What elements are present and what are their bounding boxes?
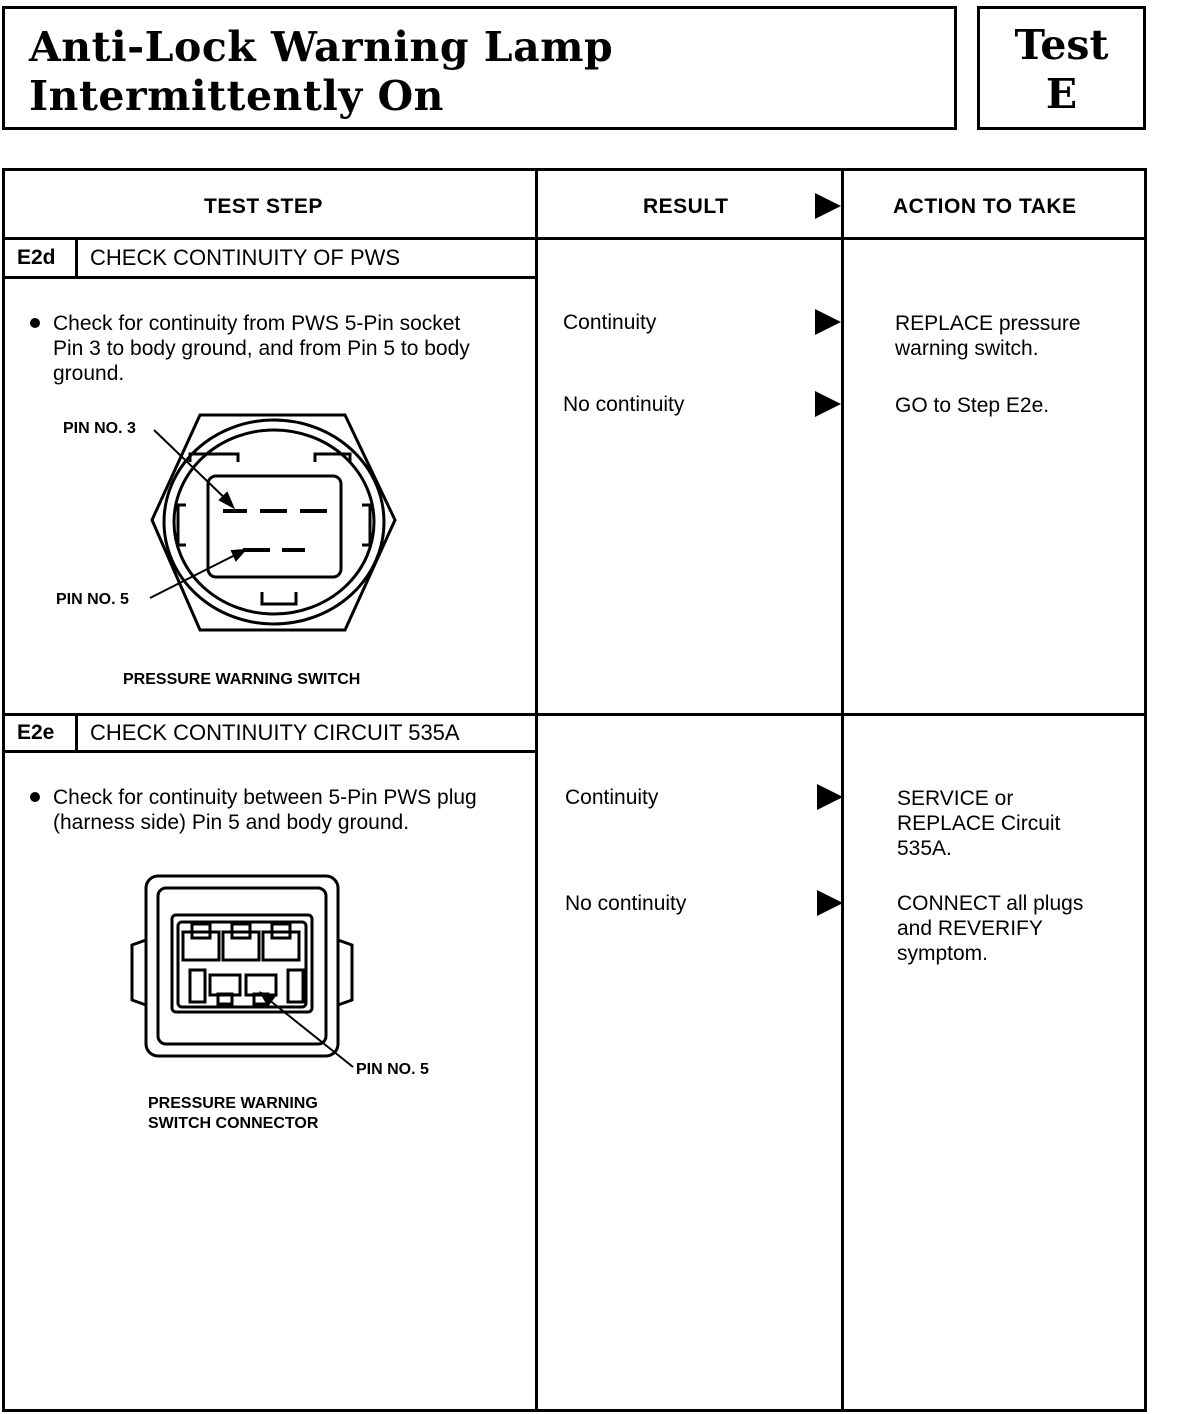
action-line: SERVICE or [897, 787, 1014, 810]
action-line: 535A. [897, 837, 952, 860]
instruction-line: Check for continuity from PWS 5-Pin socket [53, 312, 461, 335]
instruction-line: Pin 3 to body ground, and from Pin 5 to body [53, 337, 470, 360]
step-e2d-id: E2d [17, 246, 56, 269]
column-header-action: ACTION TO TAKE [893, 195, 1077, 218]
title-line-2: Intermittently On [29, 72, 444, 120]
test-letter: E [1045, 70, 1078, 118]
arrow-icon [817, 890, 843, 916]
instruction-line: ground. [53, 362, 125, 385]
result-no-continuity: No continuity [563, 393, 685, 416]
pin-3-label: PIN NO. 3 [63, 420, 136, 437]
instruction-line: (harness side) Pin 5 and body ground. [53, 811, 410, 834]
action-connect-plugs [897, 891, 1083, 966]
action-line: REPLACE pressure [895, 312, 1081, 335]
result-no-continuity: No continuity [565, 892, 687, 915]
step-e2e-title: CHECK CONTINUITY CIRCUIT 535A [90, 720, 460, 745]
result-continuity: Continuity [565, 786, 659, 809]
action-line: symptom. [897, 942, 989, 965]
action-line: REPLACE Circuit [897, 812, 1061, 835]
connector-pin-5-label: PIN NO. 5 [356, 1061, 429, 1078]
action-line: CONNECT all plugs [897, 892, 1084, 915]
step-e2d-title: CHECK CONTINUITY OF PWS [90, 245, 401, 270]
arrow-icon [817, 784, 843, 810]
action-line: warning switch. [895, 337, 1039, 360]
action-line: and REVERIFY [897, 917, 1043, 940]
test-label: Test [1014, 21, 1109, 69]
pin-5-label: PIN NO. 5 [56, 591, 129, 608]
result-continuity: Continuity [563, 311, 657, 334]
column-header-test-step: TEST STEP [204, 195, 323, 218]
step-e2e-id: E2e [17, 721, 55, 744]
action-line: GO to Step E2e. [895, 394, 1050, 417]
instruction-line: Check for continuity between 5-Pin PWS plug [53, 786, 477, 809]
caption-line: SWITCH CONNECTOR [148, 1115, 319, 1132]
action-service-circuit [897, 786, 1060, 861]
connector-caption [148, 1094, 318, 1134]
column-header-result: RESULT [643, 195, 729, 218]
title-line-1: Anti-Lock Warning Lamp [29, 23, 614, 71]
diagram-caption: PRESSURE WARNING SWITCH [123, 671, 361, 688]
caption-line: PRESSURE WARNING [148, 1095, 318, 1112]
